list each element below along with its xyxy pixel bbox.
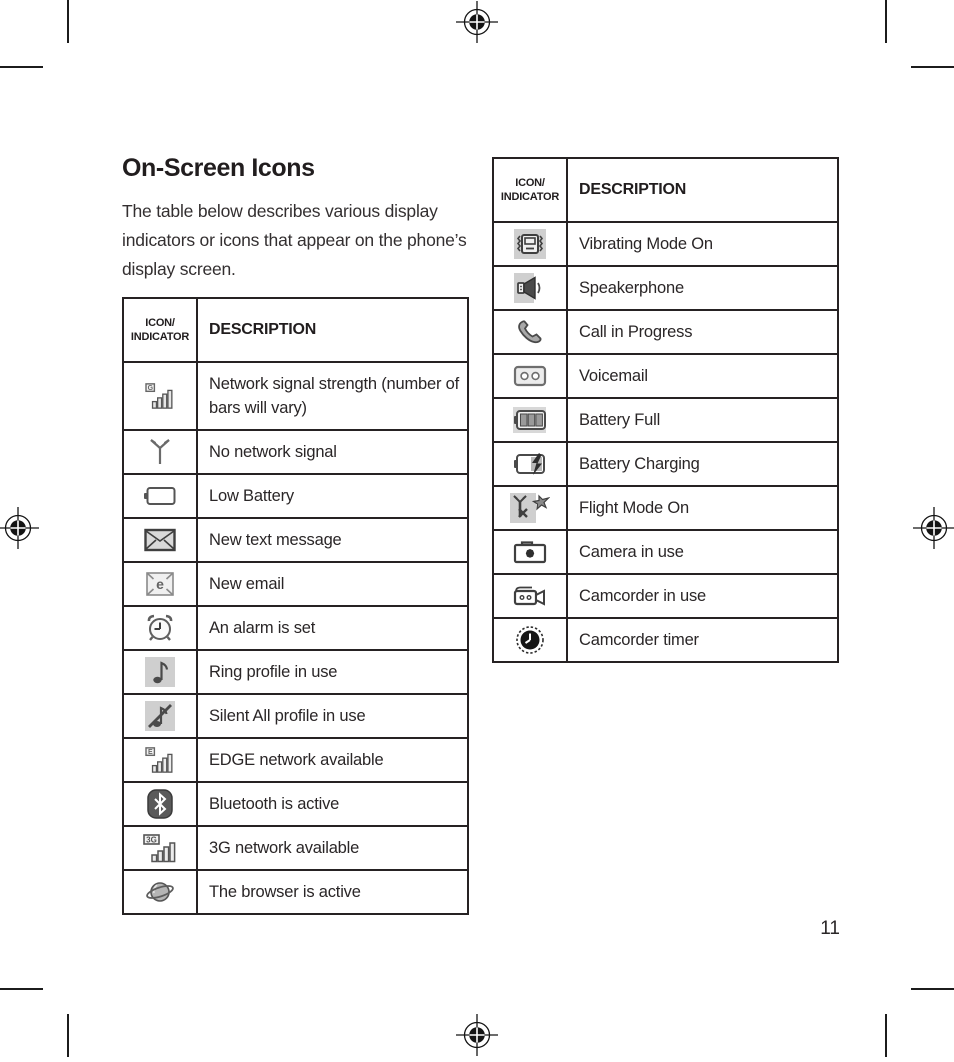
table-row bbox=[493, 310, 838, 354]
table-row bbox=[493, 618, 838, 662]
ring-profile-icon bbox=[123, 650, 197, 694]
table-row bbox=[123, 562, 468, 606]
icon-description: Battery Charging bbox=[567, 442, 838, 486]
page-number: 11 bbox=[820, 918, 840, 939]
icon-description: The browser is active bbox=[197, 870, 468, 914]
browser-icon bbox=[123, 870, 197, 914]
page-title: On-Screen Icons bbox=[122, 154, 315, 182]
speakerphone-icon bbox=[493, 266, 567, 310]
camcorder-icon bbox=[493, 574, 567, 618]
table-row bbox=[123, 474, 468, 518]
crop-mark bbox=[67, 0, 69, 43]
camera-icon bbox=[493, 530, 567, 574]
svg-text:e: e bbox=[156, 576, 164, 592]
battery-charging-icon bbox=[493, 442, 567, 486]
battery-full-icon bbox=[493, 398, 567, 442]
icon-description: Battery Full bbox=[567, 398, 838, 442]
icon-description: New text message bbox=[197, 518, 468, 562]
table-row bbox=[493, 530, 838, 574]
icon-description: Call in Progress bbox=[567, 310, 838, 354]
icon-description: Voicemail bbox=[567, 354, 838, 398]
icon-description: Low Battery bbox=[197, 474, 468, 518]
svg-text:E: E bbox=[148, 749, 153, 757]
icon-indicator-header: ICON/ INDICATOR bbox=[493, 158, 567, 222]
table-header-row bbox=[123, 298, 468, 362]
crop-mark bbox=[0, 988, 43, 990]
table-row bbox=[493, 398, 838, 442]
3g-network-icon bbox=[123, 826, 197, 870]
new-email-icon bbox=[123, 562, 197, 606]
signal-strength-icon bbox=[123, 362, 197, 430]
table-row bbox=[123, 518, 468, 562]
crop-mark bbox=[911, 988, 954, 990]
icon-description: Camcorder in use bbox=[567, 574, 838, 618]
crop-mark bbox=[885, 1014, 887, 1057]
flight-mode-icon bbox=[493, 486, 567, 530]
icon-description: Silent All profile in use bbox=[197, 694, 468, 738]
icon-description: Camcorder timer bbox=[567, 618, 838, 662]
description-header: DESCRIPTION bbox=[197, 298, 468, 362]
icon-description: Speakerphone bbox=[567, 266, 838, 310]
table-row bbox=[493, 266, 838, 310]
svg-text:G: G bbox=[147, 385, 154, 393]
icon-description: 3G network available bbox=[197, 826, 468, 870]
table-row bbox=[123, 430, 468, 474]
icon-description: Ring profile in use bbox=[197, 650, 468, 694]
table-row bbox=[123, 650, 468, 694]
silent-profile-icon bbox=[123, 694, 197, 738]
bluetooth-icon bbox=[123, 782, 197, 826]
icon-description: Camera in use bbox=[567, 530, 838, 574]
voicemail-icon bbox=[493, 354, 567, 398]
table-row bbox=[493, 442, 838, 486]
no-signal-icon bbox=[123, 430, 197, 474]
right-icon-table bbox=[492, 157, 839, 663]
table-row bbox=[123, 870, 468, 914]
icon-indicator-header: ICON/ INDICATOR bbox=[123, 298, 197, 362]
new-text-message-icon bbox=[123, 518, 197, 562]
icon-description: EDGE network available bbox=[197, 738, 468, 782]
crop-mark bbox=[885, 0, 887, 43]
icon-description: No network signal bbox=[197, 430, 468, 474]
table-row bbox=[123, 606, 468, 650]
table-row bbox=[493, 354, 838, 398]
svg-text:3G: 3G bbox=[146, 835, 157, 845]
crop-mark bbox=[911, 66, 954, 68]
table-row bbox=[123, 782, 468, 826]
crop-mark bbox=[67, 1014, 69, 1057]
registration-mark-icon bbox=[0, 506, 40, 550]
table-row bbox=[493, 222, 838, 266]
registration-mark-icon bbox=[455, 1013, 499, 1057]
table-row bbox=[493, 486, 838, 530]
table-row bbox=[493, 574, 838, 618]
icon-description: Flight Mode On bbox=[567, 486, 838, 530]
camcorder-timer-icon bbox=[493, 618, 567, 662]
left-icon-table bbox=[122, 297, 469, 915]
description-header: DESCRIPTION bbox=[567, 158, 838, 222]
registration-mark-icon bbox=[455, 0, 499, 44]
intro-text: The table below describes various display indicators or icons that appear on the phone’s display screen. bbox=[122, 201, 467, 279]
crop-mark bbox=[0, 66, 43, 68]
table-header-row bbox=[493, 158, 838, 222]
registration-mark-icon bbox=[912, 506, 954, 550]
icon-description: An alarm is set bbox=[197, 606, 468, 650]
table-row bbox=[123, 826, 468, 870]
table-row bbox=[123, 362, 468, 430]
icon-description: Bluetooth is active bbox=[197, 782, 468, 826]
table-row bbox=[123, 738, 468, 782]
edge-network-icon bbox=[123, 738, 197, 782]
low-battery-icon bbox=[123, 474, 197, 518]
table-row bbox=[123, 694, 468, 738]
alarm-icon bbox=[123, 606, 197, 650]
icon-description: Vibrating Mode On bbox=[567, 222, 838, 266]
vibrating-mode-icon bbox=[493, 222, 567, 266]
icon-description: New email bbox=[197, 562, 468, 606]
call-in-progress-icon bbox=[493, 310, 567, 354]
icon-description: Network signal strength (number of bars will vary) bbox=[197, 362, 468, 430]
